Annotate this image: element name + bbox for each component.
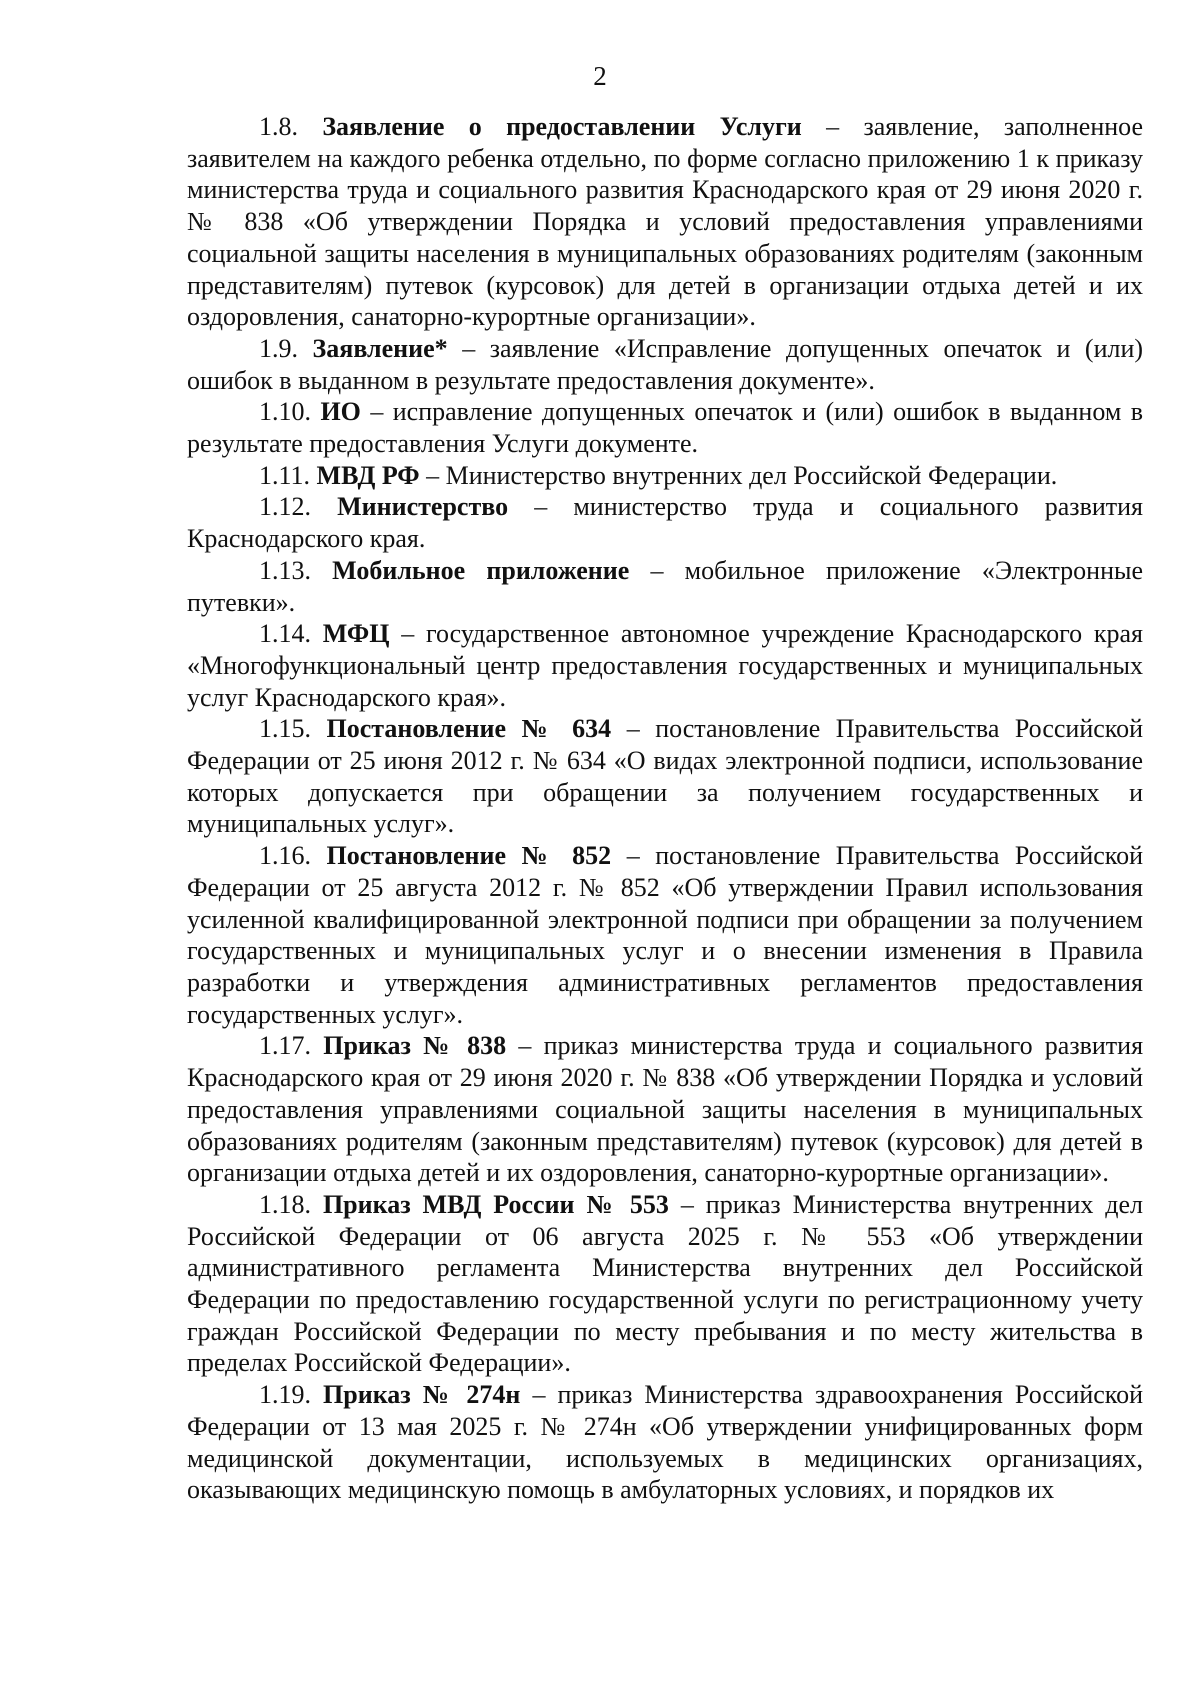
clause-number: 1.16. [259,841,311,871]
defined-term: Мобильное приложение [332,555,630,585]
definition-1-19 [187,1379,1143,1506]
definition-text: – постановление Правительства Российской Федерации от 25 августа 2012 г. № 852 «Об утверждении Правил использования усиленной квалифицированной электронной подписи при обращении за получением государственных и муниципальных услуг и о внесении изменения в Правила разработки и утверждения административных регламентов предоставления государственных услуг». [187,841,1144,1029]
definition-text: – приказ министерства труда и социального развития Краснодарского края от 29 июня 2020 г. № 838 «Об утверждении Порядка и условий предоставления управлениями социальной защиты населения в муниципальных образованиях родителям (законным представителям) путевок (курсовок) для детей в организации отдыха детей и их оздоровления, санаторно-курортные организации». [187,1031,1144,1188]
clause-number: 1.8. [259,112,298,141]
clause-number: 1.12. [259,492,311,522]
definition-1-11 [187,460,1143,492]
defined-term: Постановление № 852 [326,841,612,871]
definition-text: – Министерство внутренних дел Российской Федерации. [426,460,1058,490]
definition-text: – мобильное приложение «Электронные путевки». [187,555,1144,617]
definition-1-14 [187,618,1143,713]
clause-number: 1.15. [259,714,311,744]
definition-1-13 [187,555,1143,618]
definition-text: – заявление, заполненное заявителем на каждого ребенка отдельно, по форме согласно приложению 1 к приказу министерства труда и социального развития Краснодарского края от 29 июня 2020 г. № 838 «Об утверждении Порядка и условий предоставления управлениями социальной защиты населения в муниципальных образованиях родителям (законным представителям) путевок (курсовок) для детей в организации отдыха детей и их оздоровления, санаторно-курортные организации». [187,112,1144,332]
defined-term: Приказ № 838 [323,1031,507,1061]
definition-1-17 [187,1030,1143,1189]
page-number: 2 [593,61,607,91]
definition-1-15 [187,713,1143,840]
definition-text: – государственное автономное учреждение Краснодарского края «Многофункциональный центр предоставления государственных и муниципальных услуг Краснодарского края». [187,619,1144,712]
definition-1-8 [187,111,1143,333]
defined-term: Приказ МВД России № 553 [322,1189,669,1219]
defined-term: ИО [320,397,361,427]
defined-term: Заявление* [312,333,448,363]
clause-number: 1.18. [259,1189,311,1219]
definition-1-16 [187,840,1143,1030]
definition-text: – министерство труда и социального развития Краснодарского края. [187,492,1143,554]
clause-number: 1.19. [259,1380,311,1410]
definition-text: – постановление Правительства Российской Федерации от 25 июня 2012 г. № 634 «О видах электронной подписи, использование которых допускается при обращении за получением государственных и муниципальных услуг». [187,714,1144,839]
defined-term: МФЦ [322,619,390,649]
clause-number: 1.13. [259,555,311,585]
definition-text: – заявление «Исправление допущенных опечаток и (или) ошибок в выданном в результате предоставления документе». [187,333,1144,395]
clause-number: 1.17. [259,1031,311,1061]
defined-term: Постановление № 634 [326,714,612,744]
definition-text: – приказ Министерства здравоохранения Российской Федерации от 13 мая 2025 г. № 274н «Об утверждении унифицированных форм медицинской документации, используемых в медицинских организациях, оказывающих медицинскую помощь в амбулаторных условиях, и порядков их [187,1380,1144,1505]
definition-1-12 [187,491,1143,554]
defined-term: Заявление о предоставлении Услуги [322,112,802,141]
document-body [187,111,1143,1506]
definition-text: – приказ Министерства внутренних дел Российской Федерации от 06 августа 2025 г. № 553 «Об утверждении административного регламента Министерства внутренних дел Российской Федерации по предоставлению государственной услуги по регистрационному учету граждан Российской Федерации по месту пребывания и по месту жительства в пределах Российской Федерации». [187,1189,1144,1378]
defined-term: Министерство [337,492,509,522]
clause-number: 1.11. [259,460,311,490]
definition-text: – исправление допущенных опечаток и (или) ошибок в выданном в результате предоставления Услуги документе. [187,397,1144,459]
definition-1-10 [187,396,1143,459]
defined-term: МВД РФ [316,460,420,490]
definition-1-18 [187,1189,1143,1379]
clause-number: 1.14. [259,619,311,649]
defined-term: Приказ № 274н [323,1380,521,1410]
clause-number: 1.10. [259,397,311,427]
clause-number: 1.9. [259,333,298,363]
definition-1-9 [187,333,1143,396]
